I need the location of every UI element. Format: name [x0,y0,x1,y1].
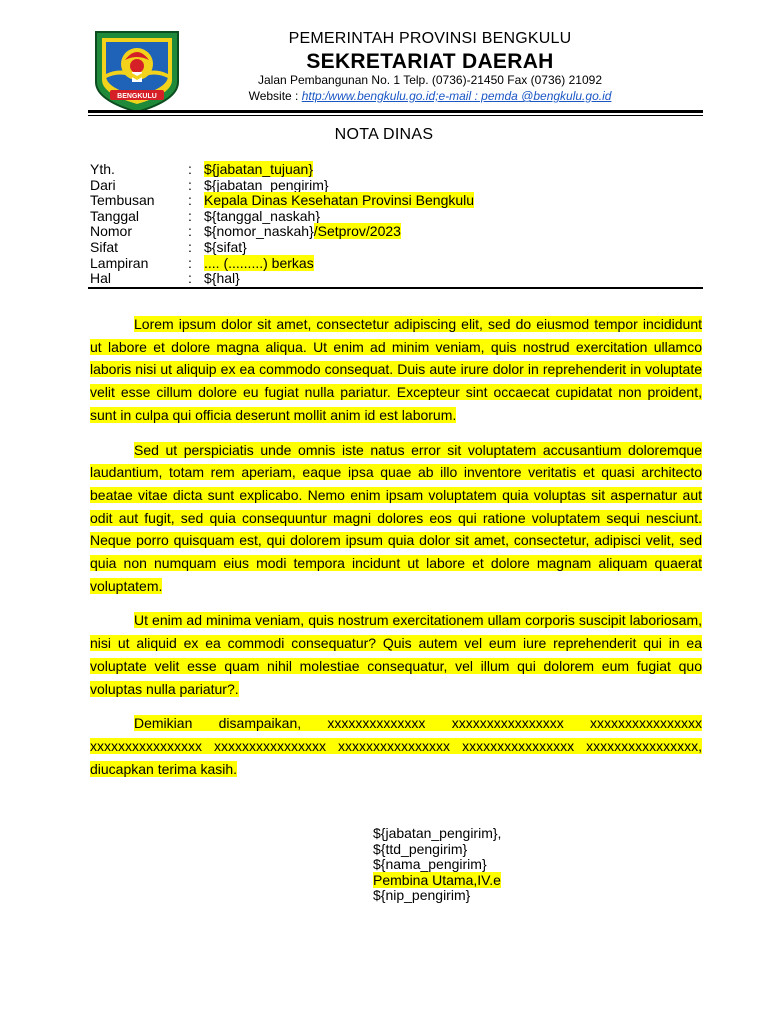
meta-value: ${hal} [204,270,240,287]
body-paragraph-text: Demikian disampaikan, xxxxxxxxxxxxxx xxxxxxxxxxxxxxxx xxxxxxxxxxxxxxxx xxxxxxxxxxxxxxxx xxxxxxxxxxxxxxxx xxxxxxxxxxxxxxxx xxxxxxxxxxxxxxxx xxxxxxxxxxxxxxxx, diucapkan terima kasih. [90,715,702,777]
letterhead-website [190,89,670,103]
metadata-table [90,162,705,287]
signature-ttd: ${ttd_pengirim} [373,840,468,857]
letter-body [90,313,702,792]
meta-row-yth [90,162,705,178]
meta-row-tanggal [90,209,705,225]
body-paragraph-text: Lorem ipsum dolor sit amet, consectetur adipiscing elit, sed do eiusmod tempor incididunt ut labore et dolore magna aliqua. Ut enim ad minim veniam, quis nostrud exercitation ullamco laboris nisi ut aliquip ex ea commodo consequat. Duis aute irure dolor in reprehenderit in voluptate velit esse cillum dolore eu fugiat nulla pariatur. Excepteur sint occaecat cupidatat non proident, sunt in culpa qui officia deserunt mollit anim id est laborum. [90,316,702,423]
letterhead-address: Jalan Pembangunan No. 1 Telp. (0736)-21450 Fax (0736) 21092 [257,73,602,87]
letterhead-government: PEMERINTAH PROVINSI BENGKULU [288,30,572,47]
meta-value: Kepala Dinas Kesehatan Provinsi Bengkulu [204,192,475,209]
body-paragraph-2 [90,439,702,598]
meta-value: ${jabatan_tujuan} [204,161,313,177]
meta-colon: : [188,161,192,177]
body-paragraph-text: Sed ut perspiciatis unde omnis iste natus error sit voluptatem accusantium doloremque laudantium, totam rem aperiam, eaque ipsa quae ab illo inventore veritatis et quasi architecto beatae vitae dicta sunt explicabo. Nemo enim ipsam voluptatem quia voluptas sit aspernatur aut odit aut fugit, sed quia consequuntur magni dolores eos qui ratione voluptatem sequi nesciunt. Neque porro quisquam est, qui dolorem ipsum quia dolor sit amet, consectetur, adipisci velit, sed quia non numquam eius modi tempora incidunt ut labore et dolore magnam aliquam quaerat voluptatem. [90,441,702,594]
meta-row-hal [90,271,705,287]
meta-colon: : [188,270,192,287]
meta-row-lampiran [90,256,705,272]
provincial-emblem-logo [92,30,182,114]
meta-value: .... (.........) berkas [204,254,314,271]
signature-name: ${nama_pengirim} [373,856,487,873]
metadata-rule [88,287,703,289]
letterhead-rule-thin [88,115,703,116]
meta-label: Tembusan [90,192,155,209]
meta-label: Lampiran [90,254,149,271]
meta-label: Hal [90,270,112,287]
signature-block [373,826,501,904]
body-paragraph-text: Ut enim ad minima veniam, quis nostrum exercitationem ullam corporis suscipit laboriosam, nisi ut aliquid ex ea commodi consequatur? Quis autem vel eum iure reprehenderit qui in ea voluptate velit esse quam nihil molestiae consequatur, vel illum qui dolorem eum fugiat quo voluptas nulla pariatur?. [90,612,702,697]
meta-colon: : [188,238,192,255]
signature-nip: ${nip_pengirim} [373,887,471,904]
meta-colon: : [188,254,192,271]
signature-rank: Pembina Utama,IV.e [373,871,501,888]
meta-value: ${sifat} [204,238,247,255]
body-paragraph-3 [90,609,702,700]
meta-label: Yth. [90,161,115,177]
meta-colon: : [188,176,192,193]
signature-position: ${jabatan_pengirim}, [373,825,502,841]
meta-value: ${nomor_naskah} [204,223,314,240]
logo-text: BENGKULU [117,93,157,100]
meta-label: Nomor [90,223,133,240]
meta-row-nomor [90,224,705,240]
meta-row-dari [90,178,705,194]
meta-label: Dari [90,176,116,193]
website-link[interactable]: http:/www.bengkulu.go.id;e-mail : pemda @bengkulu.go.id [301,89,612,103]
letterhead-rule-thick [88,110,703,113]
meta-value-suffix: /Setprov/2023 [313,223,401,240]
meta-row-sifat [90,240,705,256]
meta-colon: : [188,223,192,240]
meta-colon: : [188,207,192,224]
document-title: NOTA DINAS [334,126,434,143]
meta-value: ${tanggal_naskah} [204,207,320,224]
meta-value: ${jabatan_pengirim} [204,176,329,193]
meta-label: Tanggal [90,207,140,224]
letterhead-office: SEKRETARIAT DAERAH [306,50,554,73]
meta-label: Sifat [90,238,119,255]
website-label: Website : [248,89,302,103]
meta-colon: : [188,192,192,209]
closing-paragraph [90,712,702,780]
meta-row-tembusan [90,193,705,209]
body-paragraph-1 [90,313,702,427]
